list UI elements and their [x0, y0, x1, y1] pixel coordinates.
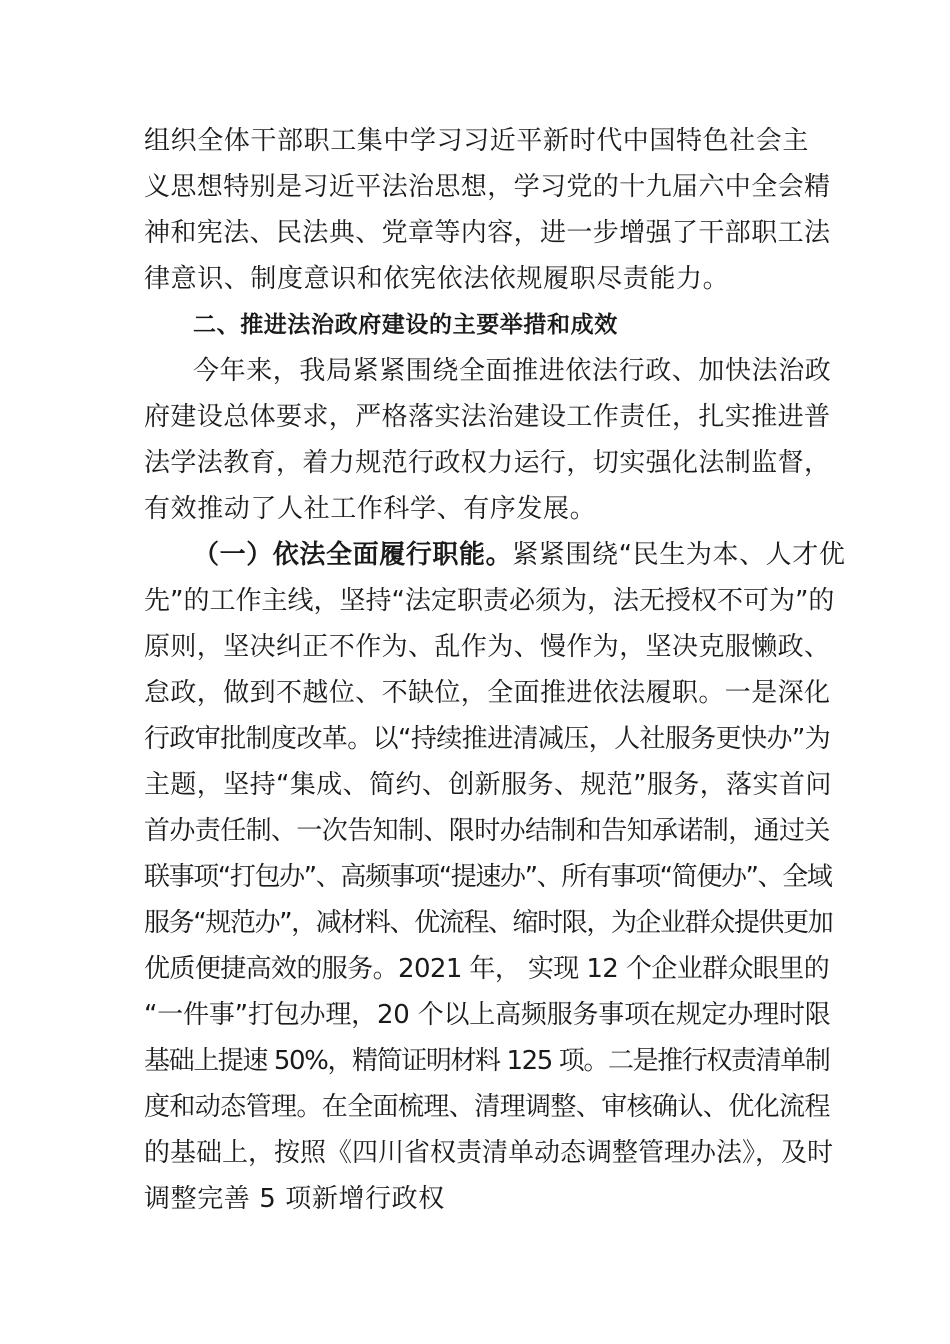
text-line: 行政审批制度改革。以“持续推进清减压，人社服务更快办”为	[144, 724, 831, 754]
text-line: 优质便捷高效的服务。2021 年， 实现 12 个企业群众眼里的	[144, 954, 830, 984]
text-line: 府建设总体要求，严格落实法治建设工作责任，扎实推进普	[144, 402, 831, 432]
text-line: 神和宪法、民法典、党章等内容，进一步增强了干部职工法	[144, 218, 831, 248]
text-line: 义思想特别是习近平法治思想，学习党的十九届六中全会精	[144, 172, 831, 202]
subsection-title: （一）依法全面履行职能。	[193, 540, 513, 570]
text-line: “一件事”打包办理，20 个以上高频服务事项在规定办理时限	[144, 1000, 831, 1030]
text-line: 首办责任制、一次告知制、限时办结制和告知承诺制，通过关	[144, 816, 830, 846]
text-line: 先”的工作主线，坚持“法定职责必须为，法无授权不可为”的	[144, 586, 835, 616]
text-line: 度和动态管理。在全面梳理、清理调整、审核确认、优化流程	[144, 1092, 830, 1122]
section-heading: 二、推进法治政府建设的主要举措和成效	[193, 312, 618, 338]
text-line: 怠政，做到不越位、不缺位，全面推进依法履职。一是深化	[144, 678, 831, 708]
text-line: 原则，坚决纠正不作为、乱作为、慢作为，坚决克服懒政、	[144, 632, 831, 662]
text-line: 基础上提速 50%，精简证明材料 125 项。二是推行权责清单制	[144, 1046, 830, 1076]
text-line: 法学法教育，着力规范行政权力运行，切实强化法制监督，	[144, 448, 831, 478]
subsection-first-line-text: 紧紧围绕“民生为本、人才优	[512, 540, 846, 570]
text-line: 的基础上，按照《四川省权责清单动态调整管理办法》，及时	[144, 1138, 834, 1168]
text-line: 主题，坚持“集成、简约、创新服务、规范”服务，落实首问	[144, 770, 832, 800]
text-line: 今年来，我局紧紧围绕全面推进依法行政、加快法治政	[193, 356, 832, 386]
text-line: 调整完善 5 项新增行政权	[144, 1184, 445, 1214]
text-line: 有效推动了人社工作科学、有序发展。	[144, 494, 597, 524]
text-line: 联事项“打包办”、高频事项“提速办”、所有事项“简便办”、全域	[144, 862, 832, 892]
text-line: 律意识、制度意识和依宪依法依规履职尽责能力。	[144, 264, 730, 294]
text-line: 组织全体干部职工集中学习习近平新时代中国特色社会主	[144, 126, 810, 156]
subsection-first-line	[193, 532, 883, 578]
text-line: 服务“规范办”，减材料、优流程、缩时限，为企业群众提供更加	[144, 908, 833, 938]
